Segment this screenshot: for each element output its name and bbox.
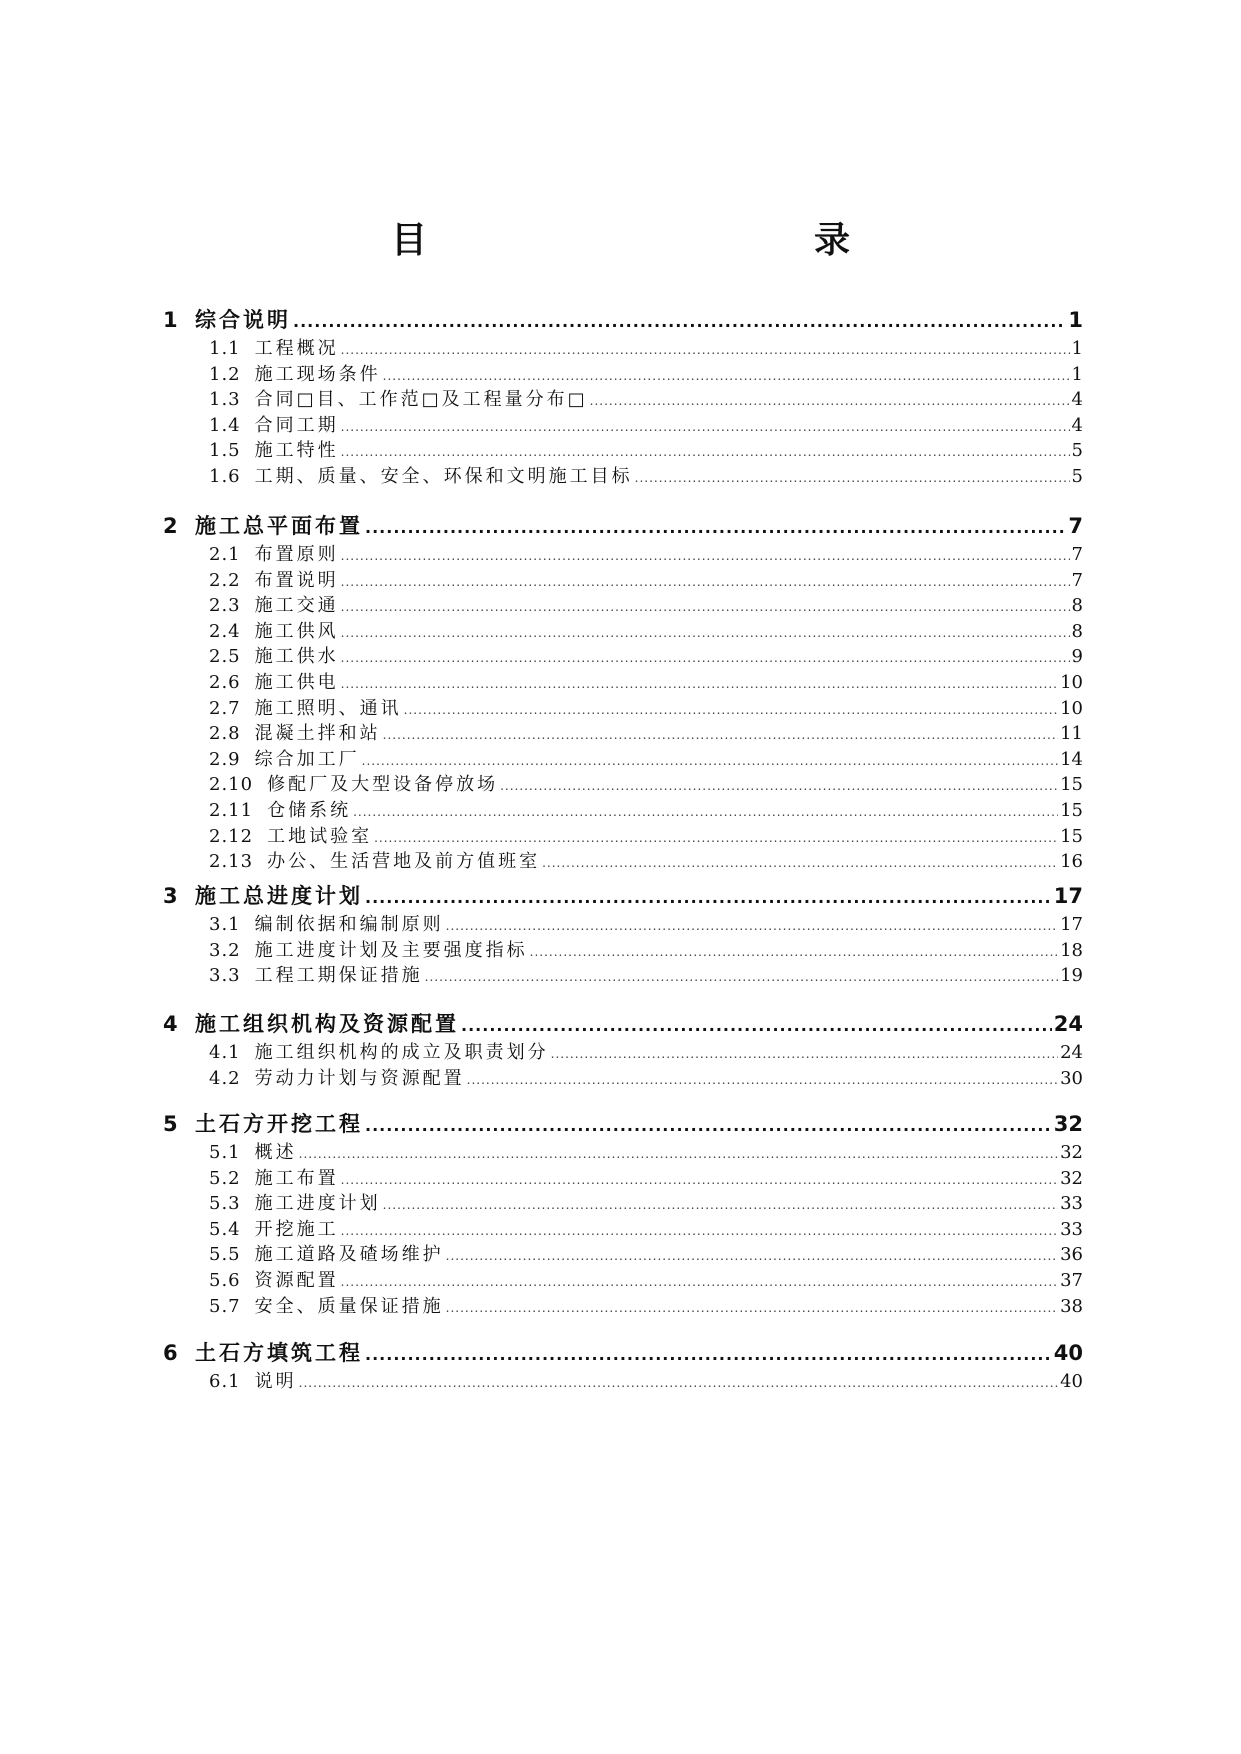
section-title: 说明 (254, 1371, 297, 1392)
toc-section-entry[interactable] (209, 411, 1083, 437)
toc-section-entry[interactable] (209, 961, 1083, 987)
toc-section-entry[interactable] (209, 1064, 1083, 1090)
page-number: 15 (1060, 774, 1083, 796)
section-number: 5.7 (209, 1295, 241, 1317)
page-number: 19 (1060, 965, 1083, 987)
section-number: 1.3 (209, 389, 241, 411)
chapter-number: 2 (163, 514, 178, 538)
dot-leader (341, 595, 1070, 616)
dot-leader (365, 1341, 1052, 1365)
dot-leader (341, 672, 1058, 693)
toc-section-entry[interactable] (209, 1292, 1083, 1318)
page-number: 15 (1060, 800, 1083, 821)
section-title: 工地试验室 (267, 825, 373, 847)
section-number: 3.2 (209, 939, 241, 961)
page-number: 4 (1071, 389, 1083, 411)
dot-leader (341, 646, 1070, 667)
toc-section-entry[interactable] (209, 1038, 1083, 1064)
page-number: 5 (1071, 440, 1083, 462)
toc-chapter-entry[interactable] (163, 1337, 1083, 1367)
dot-leader (542, 851, 1058, 872)
section-title: 开挖施工 (254, 1218, 339, 1240)
dot-leader (341, 415, 1070, 436)
toc-section-entry[interactable] (209, 1215, 1083, 1241)
section-title: 资源配置 (254, 1270, 339, 1291)
page-number: 1 (1068, 308, 1083, 332)
toc-section-entry[interactable] (209, 770, 1083, 796)
section-number: 2.10 (209, 774, 254, 796)
toc-section-entry[interactable] (209, 1266, 1083, 1292)
page-number: 33 (1060, 1193, 1083, 1215)
section-title: 安全、质量保证措施 (254, 1295, 444, 1317)
section-number: 3.1 (209, 914, 241, 935)
toc-section-entry[interactable] (209, 566, 1083, 592)
section-title: 劳动力计划与资源配置 (254, 1067, 465, 1089)
toc-section-entry[interactable] (209, 910, 1083, 936)
toc-section-entry[interactable] (209, 591, 1083, 617)
page-number: 1 (1071, 363, 1083, 385)
section-title: 工程概况 (254, 338, 339, 359)
section-number: 2.1 (209, 544, 241, 565)
page-number: 8 (1071, 620, 1083, 642)
chapter-title: 施工总进度计划 (195, 883, 363, 908)
section-number: 3.3 (209, 965, 241, 987)
section-title: 编制依据和编制原则 (254, 914, 444, 935)
section-title: 办公、生活营地及前方值班室 (267, 851, 541, 873)
dot-leader (551, 1042, 1058, 1063)
page-number: 33 (1060, 1218, 1083, 1240)
chapter-number: 6 (163, 1341, 178, 1365)
page-number: 7 (1071, 544, 1083, 565)
section-title: 工程工期保证措施 (254, 965, 423, 987)
section-number: 2.6 (209, 672, 241, 693)
section-number: 6.1 (209, 1371, 241, 1392)
section-title: 施工道路及碴场维护 (254, 1244, 444, 1266)
chapter-title: 土石方填筑工程 (195, 1340, 363, 1365)
page-number: 30 (1060, 1067, 1083, 1089)
dot-leader (299, 1371, 1058, 1392)
dot-leader (530, 940, 1058, 961)
section-title: 施工组织机构的成立及职责划分 (254, 1042, 549, 1063)
toc-chapter-entry[interactable] (163, 1008, 1083, 1038)
toc-chapter-entry[interactable] (163, 304, 1083, 334)
section-number: 2.11 (209, 800, 254, 821)
page-number: 17 (1060, 914, 1083, 935)
section-number: 2.3 (209, 595, 241, 617)
section-title: 施工照明、通讯 (254, 697, 402, 719)
toc-chapter-entry[interactable] (163, 880, 1083, 910)
section-number: 1.6 (209, 466, 241, 487)
toc-section-entry[interactable] (209, 360, 1083, 386)
dot-leader (446, 1296, 1058, 1317)
dot-leader (425, 965, 1058, 986)
section-number: 5.1 (209, 1142, 241, 1163)
dot-leader (341, 570, 1070, 591)
section-number: 2.12 (209, 825, 254, 847)
section-number: 5.4 (209, 1218, 241, 1240)
toc-section-entry[interactable] (209, 385, 1083, 411)
dot-leader (500, 774, 1058, 795)
dot-leader (461, 1012, 1052, 1036)
toc-section-entry[interactable] (209, 719, 1083, 745)
toc-chapter-entry[interactable] (163, 1108, 1083, 1138)
page-title: 目 录 (390, 220, 955, 261)
dot-leader (446, 1244, 1058, 1265)
page-number: 10 (1060, 697, 1083, 719)
dot-leader (467, 1068, 1058, 1089)
toc-section-entry[interactable] (209, 1189, 1083, 1215)
dot-leader (383, 364, 1070, 385)
toc-section-entry[interactable] (209, 540, 1083, 566)
dot-leader (293, 308, 1066, 332)
dot-leader (353, 800, 1058, 821)
page-number: 37 (1060, 1270, 1083, 1291)
toc-section-entry[interactable] (209, 1164, 1083, 1190)
page-number: 40 (1053, 1341, 1083, 1365)
page-number: 16 (1060, 851, 1083, 873)
dot-leader (404, 698, 1058, 719)
section-title: 施工交通 (254, 595, 339, 617)
page-number: 10 (1060, 672, 1083, 693)
section-title: 施工进度计划 (254, 1193, 381, 1215)
toc-section-entry[interactable] (209, 822, 1083, 848)
toc-section-entry[interactable] (209, 462, 1083, 488)
section-number: 1.2 (209, 363, 241, 385)
section-title: 混凝土拌和站 (254, 723, 381, 745)
chapter-title: 土石方开挖工程 (195, 1111, 363, 1136)
toc-section-entry[interactable] (209, 1367, 1083, 1393)
section-number: 1.4 (209, 414, 241, 436)
toc-section-entry[interactable] (209, 1138, 1083, 1164)
section-number: 1.1 (209, 338, 241, 359)
chapter-number: 4 (163, 1012, 178, 1036)
section-title: 布置说明 (254, 569, 339, 591)
section-title: 合同□目、工作范□及工程量分布□ (254, 389, 588, 411)
section-title: 综合加工厂 (254, 748, 360, 770)
page-number: 8 (1071, 595, 1083, 617)
page-number: 32 (1060, 1142, 1083, 1163)
dot-leader (365, 884, 1052, 908)
page-number: 1 (1071, 338, 1083, 359)
page-number: 15 (1060, 825, 1083, 847)
section-number: 5.5 (209, 1244, 241, 1266)
section-number: 5.2 (209, 1167, 241, 1189)
dot-leader (590, 389, 1070, 410)
section-title: 施工特性 (254, 440, 339, 462)
section-title: 仓储系统 (267, 800, 352, 821)
chapter-title: 施工总平面布置 (195, 513, 363, 538)
dot-leader (365, 1112, 1052, 1136)
dot-leader (341, 1270, 1058, 1291)
dot-leader (341, 544, 1070, 565)
page-number: 7 (1068, 514, 1083, 538)
page-number: 40 (1060, 1371, 1083, 1392)
toc-section-entry[interactable] (209, 694, 1083, 720)
section-title: 工期、质量、安全、环保和文明施工目标 (254, 466, 633, 487)
section-number: 4.1 (209, 1042, 241, 1063)
page-number: 7 (1071, 569, 1083, 591)
toc-section-entry[interactable] (209, 745, 1083, 771)
section-number: 5.3 (209, 1193, 241, 1215)
section-title: 合同工期 (254, 414, 339, 436)
section-title: 概述 (254, 1142, 297, 1163)
section-title: 修配厂及大型设备停放场 (267, 774, 499, 796)
dot-leader (341, 338, 1070, 359)
section-number: 4.2 (209, 1067, 241, 1089)
page-number: 24 (1060, 1042, 1083, 1063)
chapter-number: 3 (163, 884, 178, 908)
toc-section-entry[interactable] (209, 617, 1083, 643)
dot-leader (341, 1219, 1058, 1240)
page-number: 36 (1060, 1244, 1083, 1266)
dot-leader (635, 466, 1070, 487)
section-number: 2.9 (209, 748, 241, 770)
toc-section-entry[interactable] (209, 642, 1083, 668)
section-number: 2.7 (209, 697, 241, 719)
dot-leader (446, 914, 1058, 935)
page-number: 38 (1060, 1295, 1083, 1317)
section-number: 2.2 (209, 569, 241, 591)
chapter-number: 5 (163, 1112, 178, 1136)
chapter-title: 综合说明 (195, 307, 291, 332)
page-number: 32 (1060, 1167, 1083, 1189)
section-number: 2.8 (209, 723, 241, 745)
page-number: 32 (1053, 1112, 1083, 1136)
section-title: 布置原则 (254, 544, 339, 565)
toc-section-entry[interactable] (209, 1240, 1083, 1266)
dot-leader (362, 749, 1058, 770)
section-title: 施工供水 (254, 646, 339, 668)
section-title: 施工进度计划及主要强度指标 (254, 939, 528, 961)
dot-leader (341, 621, 1070, 642)
page-number: 24 (1053, 1012, 1083, 1036)
toc-chapter-entry[interactable] (163, 510, 1083, 540)
dot-leader (299, 1142, 1058, 1163)
toc-section-entry[interactable] (209, 334, 1083, 360)
page-number: 17 (1053, 884, 1083, 908)
chapter-title: 施工组织机构及资源配置 (195, 1011, 459, 1036)
section-number: 2.4 (209, 620, 241, 642)
page-number: 9 (1071, 646, 1083, 668)
toc-section-entry[interactable] (209, 936, 1083, 962)
section-number: 1.5 (209, 440, 241, 462)
page-number: 18 (1060, 939, 1083, 961)
dot-leader (365, 514, 1066, 538)
page-number: 5 (1071, 466, 1083, 487)
section-number: 2.5 (209, 646, 241, 668)
dot-leader (374, 826, 1058, 847)
section-number: 5.6 (209, 1270, 241, 1291)
chapter-number: 1 (163, 308, 178, 332)
dot-leader (341, 440, 1070, 461)
dot-leader (383, 1193, 1058, 1214)
dot-leader (383, 723, 1058, 744)
section-title: 施工供电 (254, 672, 339, 693)
toc-section-entry[interactable] (209, 668, 1083, 694)
page-number: 4 (1071, 414, 1083, 436)
section-title: 施工供风 (254, 620, 339, 642)
section-title: 施工现场条件 (254, 363, 381, 385)
toc-section-entry[interactable] (209, 796, 1083, 822)
section-number: 2.13 (209, 851, 254, 873)
toc-section-entry[interactable] (209, 436, 1083, 462)
toc-section-entry[interactable] (209, 847, 1083, 873)
section-title: 施工布置 (254, 1167, 339, 1189)
dot-leader (341, 1168, 1058, 1189)
page-number: 11 (1060, 723, 1083, 745)
page-number: 14 (1060, 748, 1083, 770)
